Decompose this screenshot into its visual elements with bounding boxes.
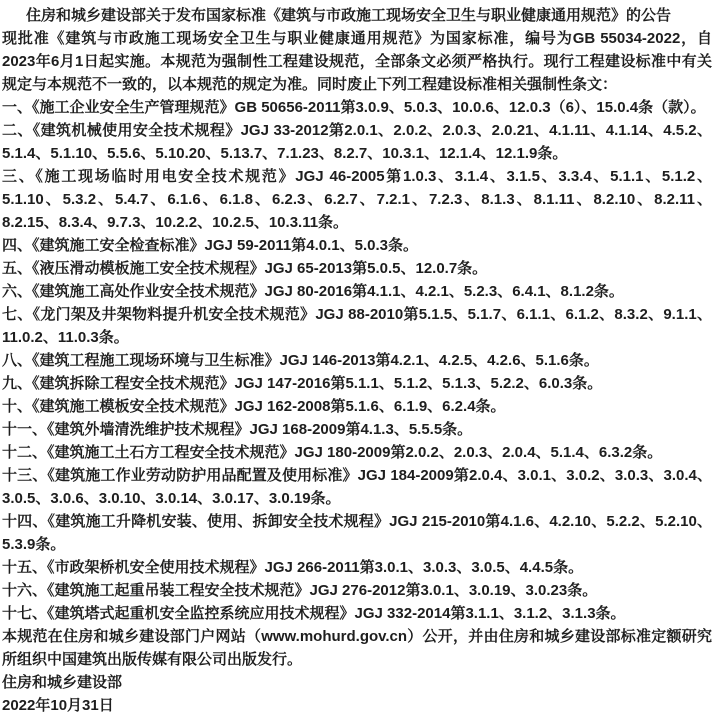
item-standard-name: 《建筑外墙清洗维护技术规程》 (47, 421, 250, 438)
repealed-standard-item (2, 395, 712, 418)
item-clauses: 第2.0.4、3.0.1、3.0.2、3.0.3、3.0.4、3.0.5、3.0.6、3.0.10、3.0.14、3.0.17、3.0.19条。 (2, 467, 712, 507)
item-clauses: 第5.0.5、12.0.7条。 (352, 260, 488, 277)
item-clauses: 第4.0.1、5.0.3条。 (291, 237, 419, 254)
item-clauses: 第5.1.5、5.1.7、6.1.1、6.1.2、8.3.2、9.1.1、11.0.2、11.0.3条。 (2, 306, 712, 346)
item-standard-name: 《建筑塔式起重机安全监控系统应用技术规程》 (47, 605, 355, 622)
repealed-standard-item (2, 349, 712, 372)
item-number: 十一、 (2, 421, 48, 438)
item-clauses: 第4.1.1、4.2.1、5.2.3、6.4.1、8.1.2条。 (352, 283, 624, 300)
item-standard-name: 《建筑施工升降机安装、使用、拆卸安全技术规程》 (47, 513, 390, 530)
item-number: 十六、 (2, 582, 48, 599)
repealed-standard-item (2, 418, 712, 441)
item-clauses: 第3.1.1、3.1.2、3.1.3条。 (450, 605, 626, 622)
item-clauses: 第3.0.1、3.0.19、3.0.23条。 (405, 582, 598, 599)
document-title: 住房和城乡建设部关于发布国家标准《建筑与市政施工现场安全卫生与职业健康通用规范》的公告 (26, 7, 672, 24)
issue-date: 2022年10月31日 (2, 697, 114, 714)
item-number: 十二、 (2, 444, 48, 461)
item-standard-code: JGJ 33-2012 (240, 122, 329, 139)
item-standard-name: 《建筑施工高处作业安全技术规范》 (32, 283, 265, 300)
item-number: 七、 (2, 306, 33, 323)
repealed-standard-item (2, 579, 712, 602)
item-clauses: 第4.1.6、4.2.10、5.2.2、5.2.10、5.3.9条。 (2, 513, 712, 553)
item-number: 二、 (2, 122, 33, 139)
item-standard-code: JGJ 180-2009 (294, 444, 391, 461)
repealed-standard-item (2, 372, 712, 395)
intro-paragraph: 现批准《建筑与市政施工现场安全卫生与职业健康通用规范》为国家标准，编号为GB 55034-2022，自2023年6月1日起实施。本规范为强制性工程建设规范，全部条文必须严格执行。现行工程建设标准中有关规定与本规范不一致的，以本规范的规定为准。同时废止下列工程建设标准相关强制性条文： (2, 30, 712, 93)
item-standard-name: 《建筑工程施工现场环境与卫生标准》 (32, 352, 280, 369)
item-number: 十五、 (2, 559, 48, 576)
item-standard-name: 《施工企业安全生产管理规范》 (32, 99, 235, 116)
item-standard-name: 《龙门架及井架物料提升机安全技术规范》 (32, 306, 316, 323)
item-standard-code: JGJ 276-2012 (309, 582, 406, 599)
item-number: 十、 (2, 398, 33, 415)
item-standard-code: JGJ 59-2011 (204, 237, 292, 254)
item-clauses: 第5.1.6、6.1.9、6.2.4条。 (330, 398, 506, 415)
item-number: 十四、 (2, 513, 48, 530)
repealed-standard-item (2, 464, 712, 510)
item-number: 十七、 (2, 605, 48, 622)
item-standard-name: 《建筑施工土石方工程安全技术规范》 (47, 444, 295, 461)
item-standard-code: JGJ 80-2016 (264, 283, 353, 300)
item-number: 八、 (2, 352, 33, 369)
item-standard-code: JGJ 88-2010 (315, 306, 404, 323)
repealed-standard-item (2, 234, 712, 257)
item-standard-name: 《建筑施工起重吊装工程安全技术规范》 (47, 582, 310, 599)
item-standard-name: 《建筑施工模板安全技术规范》 (32, 398, 235, 415)
item-number: 一、 (2, 99, 33, 116)
item-standard-code: JGJ 146-2013 (279, 352, 376, 369)
item-number: 五、 (2, 260, 33, 277)
item-standard-code: JGJ 46-2005 (295, 168, 385, 185)
item-clauses: 第4.1.3、5.5.5条。 (345, 421, 473, 438)
item-clauses: 第4.2.1、4.2.5、4.2.6、5.1.6条。 (375, 352, 599, 369)
repealed-standard-item (2, 257, 712, 280)
item-number: 十三、 (2, 467, 48, 484)
issuer-name: 住房和城乡建设部 (2, 674, 123, 691)
item-number: 六、 (2, 283, 33, 300)
item-number: 四、 (2, 237, 33, 254)
item-standard-code: JGJ 65-2013 (264, 260, 353, 277)
repealed-standard-item (2, 119, 712, 165)
item-standard-code: JGJ 184-2009 (357, 467, 454, 484)
item-standard-name: 《液压滑动模板施工安全技术规程》 (32, 260, 265, 277)
item-clauses: 第3.0.1、3.0.3、3.0.5、4.4.5条。 (359, 559, 584, 576)
publication-note: 本规范在住房和城乡建设部门户网站（www.mohurd.gov.cn）公开，并由住房和城乡建设部标准定额研究所组织中国建筑出版传媒有限公司出版发行。 (2, 628, 712, 668)
repealed-standard-item (2, 280, 712, 303)
item-standard-name: 《市政架桥机安全使用技术规程》 (47, 559, 265, 576)
item-standard-name: 《建筑机械使用安全技术规程》 (32, 122, 241, 139)
item-standard-code: JGJ 266-2011 (264, 559, 360, 576)
item-standard-name: 《建筑施工作业劳动防护用品配置及使用标准》 (47, 467, 358, 484)
item-standard-name: 《建筑拆除工程安全技术规范》 (32, 375, 235, 392)
item-number: 九、 (2, 375, 33, 392)
item-standard-code: JGJ 147-2016 (234, 375, 331, 392)
item-clauses: 第5.1.1、5.1.2、5.1.3、5.2.2、6.0.3条。 (330, 375, 603, 392)
item-standard-code: JGJ 168-2009 (249, 421, 346, 438)
item-clauses: 第3.0.9、5.0.3、10.0.6、12.0.3（6）、15.0.4条（款）。 (340, 99, 706, 116)
repealed-standard-item (2, 602, 712, 625)
repealed-standard-item (2, 510, 712, 556)
repealed-standard-item (2, 441, 712, 464)
repealed-standards-list (2, 96, 712, 625)
item-clauses: 第2.0.1、2.0.2、2.0.3、2.0.21、4.1.11、4.1.14、4.5.2、5.1.4、5.1.10、5.5.6、5.10.20、5.13.7、7.1.23、8.2.7、10.3.1、12.1.4、12.1.9条。 (2, 122, 712, 162)
repealed-standard-item (2, 96, 712, 119)
item-standard-code: JGJ 162-2008 (234, 398, 331, 415)
repealed-standard-item (2, 556, 712, 579)
item-standard-code: JGJ 215-2010 (389, 513, 486, 530)
repealed-standard-item (2, 303, 712, 349)
item-standard-name: 《建筑施工安全检查标准》 (32, 237, 205, 254)
item-clauses: 第2.0.2、2.0.3、2.0.4、5.1.4、6.3.2条。 (390, 444, 663, 461)
item-standard-name: 《施工现场临时用电安全技术规范》 (35, 168, 296, 185)
item-standard-code: GB 50656-2011 (234, 99, 341, 116)
repealed-standard-item (2, 165, 712, 234)
item-standard-code: JGJ 332-2014 (354, 605, 451, 622)
item-clauses: 第1.0.3、3.1.4、3.1.5、3.3.4、5.1.1、5.1.2、5.1.10、5.3.2、5.4.7、6.1.6、6.1.8、6.2.3、6.2.7、7.2.1、7.2.3、8.1.3、8.1.11、8.2.10、8.2.11、8.2.15、8.3.4、9.7.3、10.2.2、10.2.5、10.3.11条。 (2, 168, 712, 231)
item-number: 三、 (2, 168, 36, 185)
